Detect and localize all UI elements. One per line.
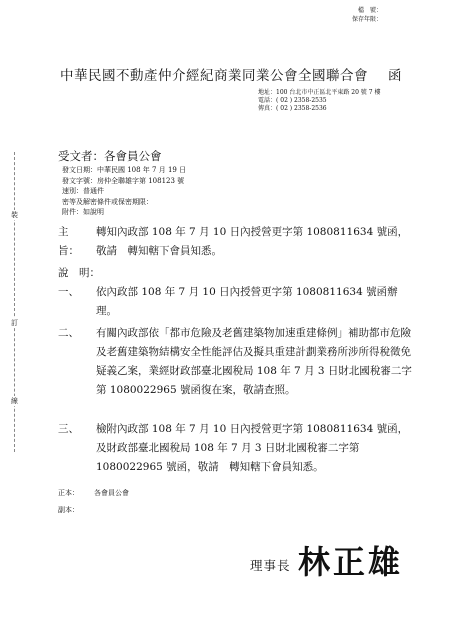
explanation-item-number: 三、 bbox=[58, 423, 79, 435]
subject-text: 轉知內政部 108 年 7 月 10 日內授營更字第 1080811634 號函，敬請 轉知轄下會員知悉。 bbox=[96, 226, 409, 257]
meta-number-label: 發文字號： bbox=[62, 176, 97, 185]
meta-attachment-value: 如說明 bbox=[83, 208, 104, 216]
contact-info bbox=[258, 89, 448, 113]
meta-speed bbox=[62, 187, 302, 198]
signature-name: 林正雄 bbox=[298, 543, 404, 581]
archive-retention-label: 保存年限： bbox=[351, 16, 382, 23]
document-type: 函 bbox=[388, 68, 402, 84]
explanation-label: 說 明： bbox=[58, 267, 100, 279]
meta-attachment-label: 附件： bbox=[62, 208, 83, 216]
signature-title: 理事長 bbox=[250, 558, 291, 573]
binding-char-1: 裝 bbox=[11, 211, 18, 219]
meta-date-value: 中華民國 108 年 7 月 19 日 bbox=[97, 166, 187, 174]
distribution-list bbox=[58, 489, 129, 523]
organization-name: 中華民國不動產仲介經紀商業同業公會全國聯合會 bbox=[60, 68, 368, 84]
distribution-copy-label: 副本： bbox=[58, 506, 79, 514]
distribution-copy bbox=[58, 506, 129, 523]
distribution-original bbox=[58, 489, 129, 506]
contact-address: 地址：100 台北市中正區北平東路 20 號 7 樓 bbox=[258, 89, 381, 96]
document-meta bbox=[62, 166, 302, 219]
distribution-original-label: 正本： bbox=[58, 489, 79, 497]
binding-char-3: 線 bbox=[11, 397, 18, 405]
meta-date bbox=[62, 166, 302, 177]
meta-number-value: 房仲全聯雄字第 108123 號 bbox=[97, 176, 185, 185]
document-title bbox=[60, 64, 402, 84]
subject-label: 主 旨： bbox=[58, 226, 79, 257]
explanation-item-number: 一、 bbox=[58, 286, 79, 298]
explanation-item-number: 二、 bbox=[58, 327, 79, 339]
explanation-item-text: 有關內政部依「都市危險及老舊建築物加速重建條例」補助都市危險及老舊建築物結構安全性能評估及擬具重建計劃業務所涉所得稅徵免疑義乙案，業經財政部臺北國稅局 108 年 7 月 3 日財北國稅審二字第 1080022965 號函復在案，敬請查照。 bbox=[96, 327, 412, 396]
binding-line bbox=[14, 152, 15, 452]
binding-char-2: 訂 bbox=[11, 319, 18, 327]
meta-classification bbox=[62, 198, 302, 209]
archive-retention-row bbox=[338, 16, 418, 25]
contact-phone: 電話：( 02 ) 2358-2535 bbox=[258, 97, 327, 104]
archive-info bbox=[338, 7, 418, 25]
recipient: 受文者：各會員公會 bbox=[58, 149, 162, 163]
archive-number-label: 檔 號： bbox=[357, 7, 382, 14]
contact-fax: 傳真：( 02 ) 2358-2536 bbox=[258, 105, 327, 112]
explanation-item-text: 檢附內政部 108 年 7 月 10 日內授營更字第 1080811634 號函，及財政部臺北國稅局 108 年 7 月 3 日財北國稅審二字第 1080022965 號函，敬請 轉知轄下會員知悉。 bbox=[96, 423, 409, 473]
explanation-item-text: 依內政部 108 年 7 月 10 日內授營更字第 1080811634 號函辦理。 bbox=[96, 286, 398, 317]
archive-number-row bbox=[338, 7, 418, 16]
meta-date-label: 發文日期： bbox=[62, 166, 97, 174]
distribution-original-value: 各會員公會 bbox=[94, 489, 129, 497]
meta-classification-label: 密等及解密條件或保密期限： bbox=[62, 197, 153, 206]
meta-speed-label: 速別： bbox=[62, 187, 83, 195]
meta-speed-value: 普通件 bbox=[83, 187, 104, 195]
meta-attachment bbox=[62, 208, 302, 219]
meta-number bbox=[62, 177, 302, 188]
